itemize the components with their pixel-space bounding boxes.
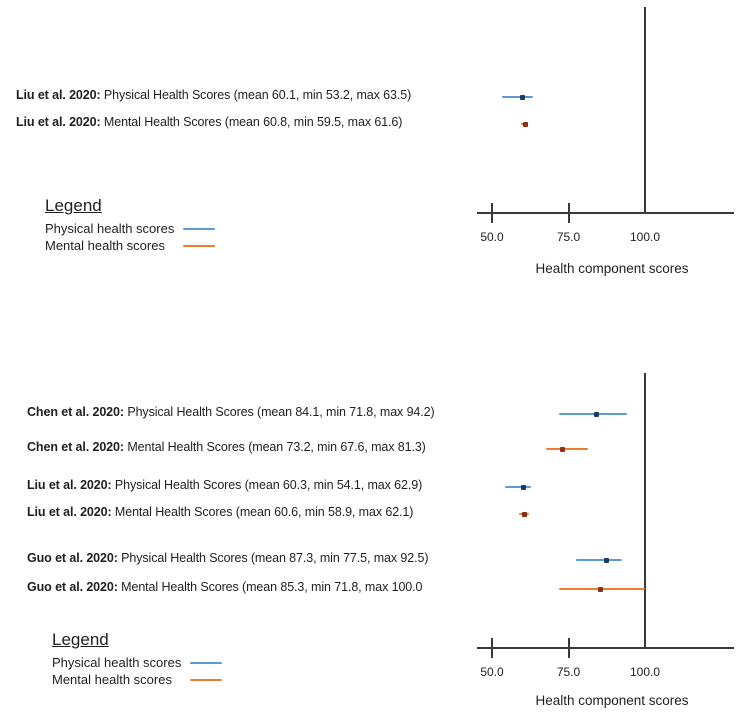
legend-item-physical — [52, 654, 282, 671]
physical-range-line — [576, 559, 622, 561]
row-label-detail: Mental Health Scores (mean 85.3, min 71.8, max 100.0 — [117, 580, 423, 594]
reference-line-100 — [644, 373, 646, 648]
legend-label-mental: Mental health scores — [52, 672, 172, 687]
x-axis-tick-75.0 — [568, 203, 570, 223]
x-axis-tick-label-50.0: 50.0 — [480, 230, 504, 244]
row-label-liu-mental — [16, 115, 402, 129]
legend-bottom — [52, 630, 282, 688]
row-label-detail: Mental Health Scores (mean 73.2, min 67.6, max 81.3) — [123, 440, 426, 454]
x-axis-line — [477, 647, 734, 649]
legend-label-physical: Physical health scores — [52, 655, 182, 670]
x-axis-tick-label-75.0: 75.0 — [556, 665, 581, 679]
row-label-liu-physical — [27, 478, 422, 492]
row-label-detail: Physical Health Scores (mean 60.3, min 54.1, max 62.9) — [111, 478, 423, 492]
x-axis-tick-label-75.0: 75.0 — [556, 230, 581, 244]
x-axis-line — [477, 212, 734, 214]
legend-top — [45, 196, 275, 254]
row-label-guo-mental — [27, 580, 422, 594]
row-label-detail: Mental Health Scores (mean 60.8, min 59.5, max 61.6) — [100, 115, 403, 129]
study-name: Chen et al. 2020: — [27, 405, 124, 419]
mental-mean-marker — [523, 122, 528, 127]
x-axis-title-bottom: Health component scores — [535, 693, 689, 708]
row-label-detail: Physical Health Scores (mean 60.1, min 53.2, max 63.5) — [100, 88, 412, 102]
study-name: Liu et al. 2020: — [16, 88, 101, 102]
row-label-detail: Mental Health Scores (mean 60.6, min 58.9, max 62.1) — [111, 505, 414, 519]
study-name: Liu et al. 2020: — [27, 505, 112, 519]
physical-line-swatch-icon — [190, 662, 222, 664]
physical-range-line — [505, 486, 532, 488]
x-axis-tick-50.0 — [491, 638, 493, 658]
legend-label-physical: Physical health scores — [45, 221, 175, 236]
reference-line-100 — [644, 7, 646, 213]
mental-mean-marker — [560, 447, 565, 452]
x-axis-title-top: Health component scores — [535, 261, 689, 276]
x-axis-tick-75.0 — [568, 638, 570, 658]
physical-line-swatch-icon — [183, 228, 215, 230]
row-label-liu-mental — [27, 505, 413, 519]
row-label-detail: Physical Health Scores (mean 84.1, min 71.8, max 94.2) — [123, 405, 435, 419]
mental-range-line — [546, 448, 588, 450]
row-label-liu-physical — [16, 88, 411, 102]
row-label-detail: Physical Health Scores (mean 87.3, min 77.5, max 92.5) — [117, 551, 429, 565]
mental-line-swatch-icon — [190, 679, 222, 681]
x-axis-tick-label-100.0: 100.0 — [629, 665, 661, 679]
mental-mean-marker — [522, 512, 527, 517]
physical-mean-marker — [604, 558, 609, 563]
legend-item-mental — [45, 237, 275, 254]
legend-label-mental: Mental health scores — [45, 238, 165, 253]
mental-line-swatch-icon — [183, 245, 215, 247]
row-label-chen-physical — [27, 405, 435, 419]
physical-range-line — [502, 96, 534, 98]
x-axis-tick-50.0 — [491, 203, 493, 223]
study-name: Liu et al. 2020: — [27, 478, 112, 492]
physical-mean-marker — [594, 412, 599, 417]
mental-mean-marker — [598, 587, 603, 592]
study-name: Guo et al. 2020: — [27, 551, 118, 565]
legend-title: Legend — [45, 196, 102, 215]
row-label-chen-mental — [27, 440, 426, 454]
study-name: Guo et al. 2020: — [27, 580, 118, 594]
study-name: Chen et al. 2020: — [27, 440, 124, 454]
study-name: Liu et al. 2020: — [16, 115, 101, 129]
physical-mean-marker — [520, 95, 525, 100]
x-axis-tick-label-50.0: 50.0 — [480, 665, 504, 679]
physical-range-line — [559, 413, 628, 415]
row-label-guo-physical — [27, 551, 428, 565]
legend-title: Legend — [52, 630, 109, 649]
legend-item-mental — [52, 671, 282, 688]
legend-item-physical — [45, 220, 275, 237]
x-axis-tick-label-100.0: 100.0 — [629, 230, 661, 244]
physical-mean-marker — [521, 485, 526, 490]
